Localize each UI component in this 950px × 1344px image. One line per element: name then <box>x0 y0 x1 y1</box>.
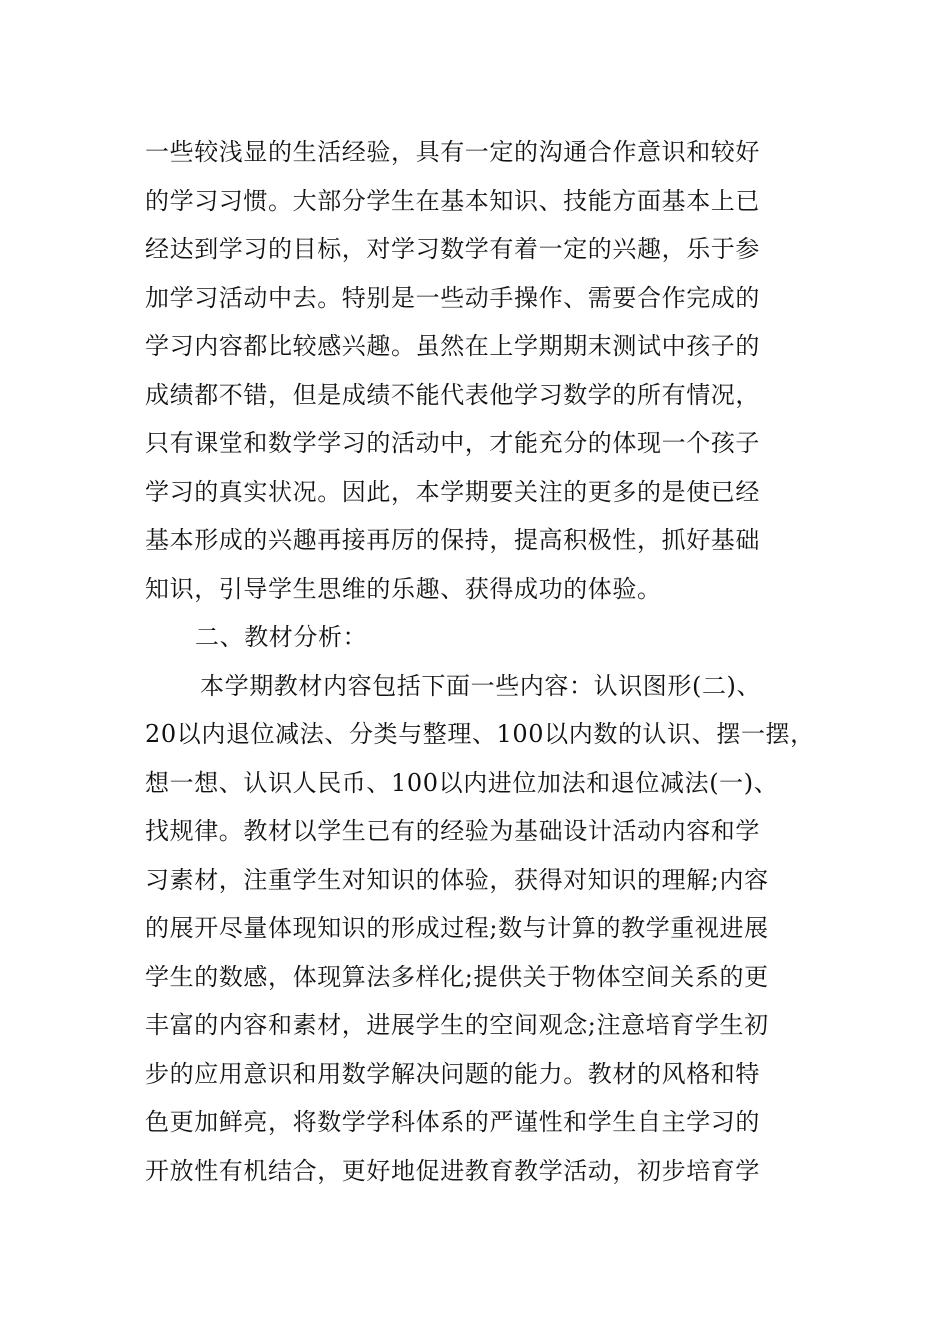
text-line: 基本形成的兴趣再接再厉的保持，提高积极性，抓好基础 <box>145 526 760 554</box>
text-line: 本学期教材内容包括下面一些内容：认识图形(二)、 <box>200 671 762 700</box>
text-line: 知识，引导学生思维的乐趣、获得成功的体验。 <box>145 574 662 603</box>
text-line: 开放性有机结合，更好地促进教育教学活动，初步培育学 <box>145 1156 760 1185</box>
section-heading: 二、教材分析： <box>195 623 368 651</box>
text-line: 只有课堂和数学学习的活动中，才能充分的体现一个孩子 <box>145 429 760 457</box>
text-line: 学生的数感，体现算法多样化;提供关于物体空间关系的更 <box>145 962 769 991</box>
text-line: 一些较浅显的生活经验，具有一定的沟通合作意识和较好 <box>145 138 760 166</box>
text-line: 步的应用意识和用数学解决问题的能力。教材的风格和特 <box>145 1059 760 1088</box>
text-line: 找规律。教材以学生已有的经验为基础设计活动内容和学 <box>145 817 760 845</box>
text-line: 加学习活动中去。特别是一些动手操作、需要合作完成的 <box>145 283 760 312</box>
text-line: 想一想、认识人民币、100以内进位加法和退位减法(一)、 <box>145 768 779 797</box>
text-line: 的展开尽量体现知识的形成过程;数与计算的教学重视进展 <box>145 914 769 942</box>
text-line: 20以内退位减法、分类与整理、100以内数的认识、摆一摆， <box>145 720 815 748</box>
text-line: 色更加鲜亮，将数学学科体系的严谨性和学生自主学习的 <box>145 1108 760 1136</box>
text-line: 的学习习惯。大部分学生在基本知识、技能方面基本上已 <box>145 186 760 215</box>
text-line: 学习的真实状况。因此，本学期要关注的更多的是使已经 <box>145 477 760 506</box>
text-line: 经达到学习的目标，对学习数学有着一定的兴趣，乐于参 <box>145 235 760 263</box>
text-line: 成绩都不错，但是成绩不能代表他学习数学的所有情况， <box>145 380 760 409</box>
text-line: 丰富的内容和素材，进展学生的空间观念;注意培育学生初 <box>145 1011 769 1039</box>
text-line: 学习内容都比较感兴趣。虽然在上学期期末测试中孩子的 <box>145 332 760 360</box>
document-body <box>145 128 825 1195</box>
text-line: 习素材，注重学生对知识的体验，获得对知识的理解;内容 <box>145 865 769 894</box>
